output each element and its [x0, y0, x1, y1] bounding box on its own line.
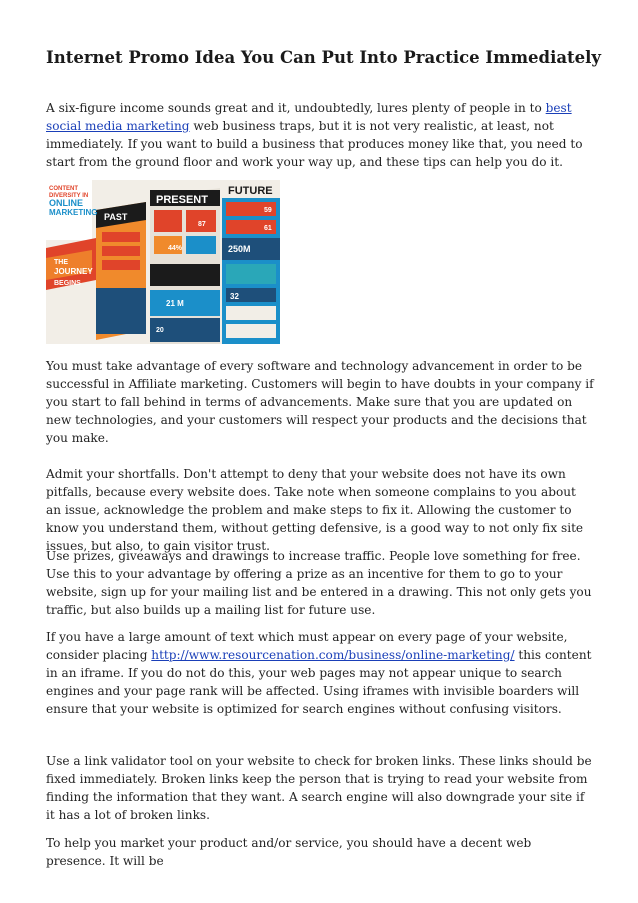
infographic-heading-line3: ONLINE	[49, 198, 84, 208]
infographic-past-label: PAST	[104, 212, 128, 222]
infographic-stat-a: 44%	[168, 245, 183, 252]
paragraph-admit-shortfalls: Admit your shortfalls. Don't attempt to deny that your website does not have its own pitfalls, because every website does. Take note when someone complains to you about an issue, acknowledge the problem and make steps to fix it. Allowing the customer to know you understand them, without getting defensive, is a good way to not only fix site issues, but also, to gain visitor trust.	[46, 467, 584, 553]
infographic-heading-line4: MARKETING	[49, 208, 98, 217]
infographic-stat-e: 32	[230, 292, 239, 301]
paragraph-intro	[46, 99, 594, 171]
infographic-present-label: PRESENT	[156, 194, 208, 206]
infographic-stat-h: 20	[156, 327, 164, 334]
infographic-journey-line1: THE	[54, 259, 68, 266]
infographic-journey-line3: BEGINS	[54, 280, 81, 287]
infographic-stat-c: 250M	[228, 244, 251, 254]
article-title: Internet Promo Idea You Can Put Into Practice Immediately	[46, 48, 602, 67]
iframe-text-end: this content in an iframe. If you do not do this, your web pages may not appear unique to search engines and your page rank will be affected. Using iframes with invisible boarders will ensure that your website is optimized for search engines without confusing visitors.	[46, 648, 592, 716]
infographic-stat-b: 87	[198, 221, 206, 228]
infographic-future-label: FUTURE	[228, 185, 273, 197]
content-diversity-infographic	[46, 180, 280, 344]
infographic-heading-line2: DIVERSITY IN	[49, 193, 89, 199]
infographic-stat-g: 61	[264, 225, 272, 232]
infographic-heading-line1: CONTENT	[49, 186, 78, 192]
intro-text-end: web business traps, but it is not very realistic, at least, not immediately. If you want to build a business that produces money like that, you need to start from the ground floor and work your way up, and these tips can help you do it.	[46, 119, 583, 169]
intro-text-start: A six-figure income sounds great and it, undoubtedly, lures plenty of people in to	[46, 101, 546, 115]
paragraph-web-presence: To help you market your product and/or service, you should have a decent web presence. It will be	[46, 836, 532, 868]
infographic-stat-f: 59	[264, 207, 272, 214]
paragraph-prizes-giveaways: Use prizes, giveaways and drawings to increase traffic. People love something for free. Use this to your advantage by offering a prize as an incentive for them to go to your website, sign up for your mailing list and be entered in a drawing. This not only gets you traffic, but also builds up a mailing list for future use.	[46, 549, 592, 617]
paragraph-software-advancement: You must take advantage of every software and technology advancement in order to be successful in Affiliate marketing. Customers will begin to have doubts in your company if you start to fall behind in terms of advancements. Make sure that you are updated on new technologies, and your customers will respect your products and the decisions that you make.	[46, 359, 594, 445]
infographic-journey-line2: JOURNEY	[54, 267, 93, 276]
resourcenation-link[interactable]: http://www.resourcenation.com/business/online-marketing/	[151, 648, 515, 662]
paragraph-link-validator: Use a link validator tool on your website to check for broken links. These links should be fixed immediately. Broken links keep the person that is trying to read your website from finding the information that they want. A search engine will also downgrade your site if it has a lot of broken links.	[46, 754, 592, 822]
iframe-text-start: If you have a large amount of text which must appear on every page of your website, consider placing	[46, 630, 568, 662]
paragraph-iframe-content	[46, 628, 594, 718]
best-social-media-marketing-link[interactable]: best social media marketing	[46, 101, 572, 133]
infographic-stat-d: 21 M	[166, 299, 184, 308]
